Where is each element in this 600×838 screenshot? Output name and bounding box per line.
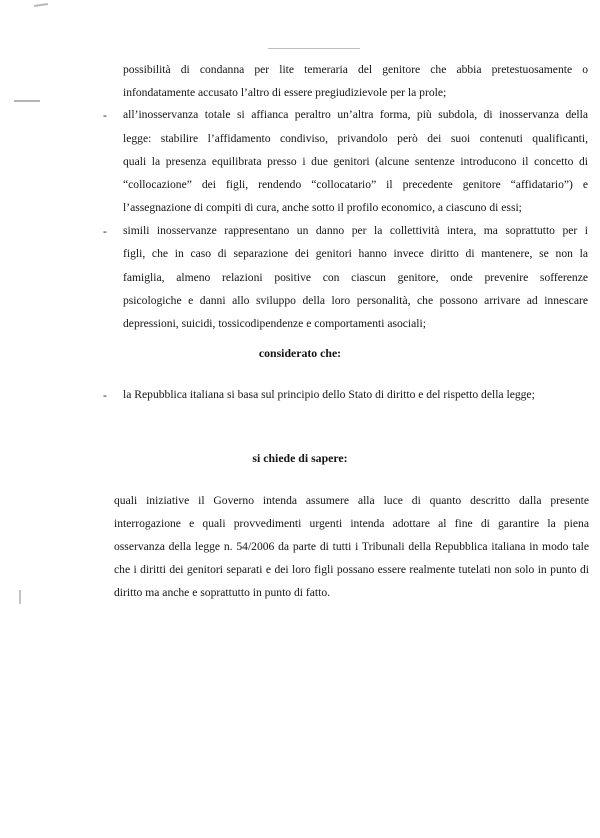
list-bullet: - <box>103 109 107 122</box>
list-bullet: - <box>103 225 107 238</box>
text-line: l’assegnazione di compiti di cura, anche sotto il profilo economico, a ciascuno di essi; <box>123 201 522 214</box>
text-line: infondatamente accusato l’altro di essere pregiudizievole per la prole; <box>123 86 447 99</box>
text-line: diritto ma anche e soprattutto in punto di fatto. <box>114 586 331 599</box>
text-line: psicologiche e danni allo sviluppo della loro personalità, che possono arrivare ad innescare <box>123 294 588 307</box>
text-line: quali iniziative il Governo intenda assumere alla luce di quanto descritto dalla presente <box>114 494 589 507</box>
text-line: che i diritti dei genitori separati e dei loro figli possano essere realmente tutelati non solo in punto di <box>114 563 589 576</box>
section-heading: considerato che: <box>258 346 342 360</box>
scan-artifact <box>34 3 48 7</box>
text-line: quali la presenza equilibrata presso i due genitori (alcune sentenze introducono il concetto di <box>123 155 588 168</box>
list-bullet: - <box>103 389 107 402</box>
scan-artifact <box>14 100 40 102</box>
text-line: famiglia, almeno relazioni positive con ciascun genitore, onde prevenire sofferenze <box>123 271 588 284</box>
text-line: figli, che in caso di separazione dei genitori hanno invece diritto di mantenere, se non la <box>123 247 588 260</box>
text-line: all’inosservanza totale si affianca peraltro un’altra forma, più subdola, di inosservanza della <box>123 108 588 121</box>
text-line: legge: stabilire l’affidamento condiviso, privandolo però dei suoi contenuti qualificanti, <box>123 132 588 145</box>
text-line: interrogazione e quali provvedimenti urgenti intenda adottare al fine di garantire la piena <box>114 517 589 530</box>
text-line: osservanza della legge n. 54/2006 da parte di tutti i Tribunali della Repubblica italiana in modo tale <box>114 540 589 553</box>
text-line: “collocazione” dei figli, rendendo “collocatario” il precedente genitore “affidatario”) e <box>123 178 588 191</box>
section-heading: si chiede di sapere: <box>252 451 348 465</box>
text-line: la Repubblica italiana si basa sul principio dello Stato di diritto e del rispetto della legge; <box>123 388 535 401</box>
text-line: possibilità di condanna per lite temeraria del genitore che abbia pretestuosamente o <box>123 63 588 76</box>
scan-artifact <box>268 48 360 49</box>
text-line: depressioni, suicidi, tossicodipendenze e comportamenti asociali; <box>123 317 426 330</box>
scan-artifact <box>19 590 21 604</box>
text-line: simili inosservanze rappresentano un danno per la collettività intera, ma soprattutto per i <box>123 224 588 237</box>
